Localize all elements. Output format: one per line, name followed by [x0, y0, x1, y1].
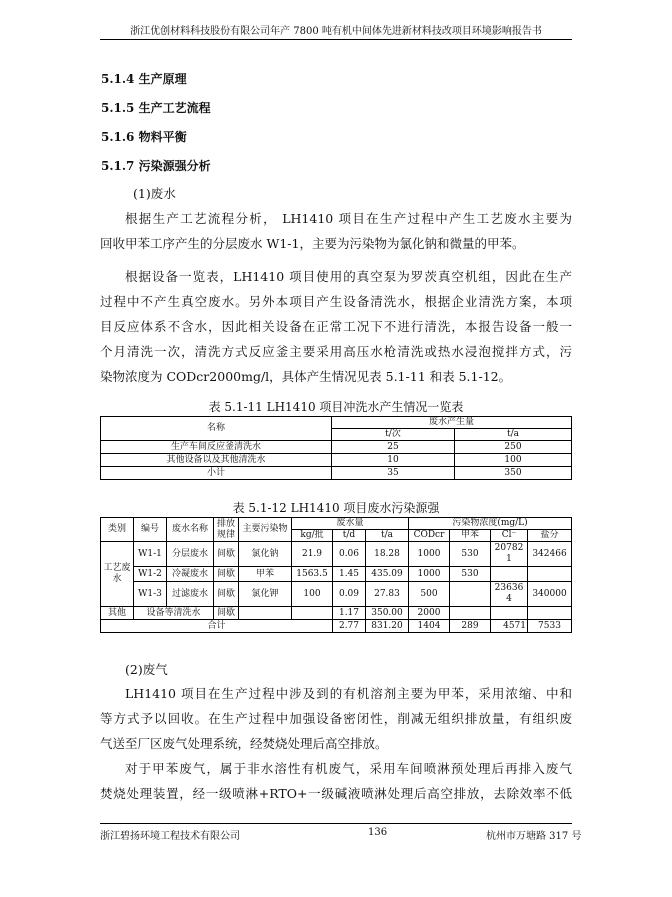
table-row: [101, 567, 572, 582]
cell: 氯化钠: [239, 542, 292, 567]
cell: 207821: [491, 542, 528, 567]
cell: 氯化钾: [239, 582, 292, 607]
cell: [450, 582, 491, 607]
table-row: [101, 607, 572, 620]
cell: 342466: [528, 542, 572, 567]
h-conc: 污染物浓度(mg/L): [409, 518, 572, 530]
cell: 生产车间反应釜清洗水: [101, 441, 332, 454]
cell: 21.9: [292, 542, 333, 567]
cell: 27.83: [366, 582, 409, 607]
h-type: 类别: [101, 518, 134, 542]
table-5-1-11: [100, 416, 572, 480]
paragraph-waste-gas: [100, 681, 572, 756]
cell: 100: [455, 454, 572, 467]
heading-5-1-7: 5.1.7 污染源强分析: [101, 159, 211, 173]
text-line: 根据生产工艺流程分析， LH1410 项目在生产过程中产生工艺废水主要为: [125, 211, 572, 226]
heading-5-1-5: 5.1.5 生产工艺流程: [101, 101, 211, 115]
cell: 831.20: [366, 620, 409, 633]
text-line: LH1410 项目在生产过程中涉及到的有机溶剂主要为甲苯，采用浓缩、中和: [125, 686, 572, 701]
col-group-header: 废水产生量: [332, 417, 572, 429]
cell: 甲苯: [239, 567, 292, 582]
cell: [528, 567, 572, 582]
unit-ta: t/a: [366, 530, 409, 542]
cell: 530: [450, 542, 491, 567]
unit-cl: Cl⁻: [491, 530, 528, 542]
header-rule: [100, 39, 572, 40]
cell: 1563.5: [292, 567, 333, 582]
unit-kg: kg/批: [292, 530, 333, 542]
table-row: [101, 454, 572, 467]
cell: 25: [332, 441, 455, 454]
cell: 1404: [409, 620, 450, 633]
text-line: 气送至厂区废气处理系统，经焚烧处理后高空排放。: [100, 736, 388, 751]
cell: 250: [455, 441, 572, 454]
cell: 分层废水: [167, 542, 214, 567]
text-line: 等方式予以回收。在生产过程中加强设备密闭性，削减无组织排放量，有组织废: [100, 711, 572, 726]
heading-5-1-6: 5.1.6 物料平衡: [101, 130, 187, 144]
table-row: [101, 441, 572, 454]
cell: 1.45: [333, 567, 366, 582]
page-header: 浙江优创材料科技股份有限公司年产 7800 吨有机中间体先进新材料技改项目环境影响报告书: [130, 26, 542, 37]
cell: 1000: [409, 542, 450, 567]
cell: 间歇: [214, 582, 239, 607]
unit-per-year: t/a: [455, 429, 572, 441]
table-row: [101, 542, 572, 567]
heading-5-1-4: 5.1.4 生产原理: [101, 72, 187, 86]
cell: 500: [409, 582, 450, 607]
table-row: [101, 582, 572, 607]
cell: 其他: [101, 607, 134, 620]
cell: 236364: [491, 582, 528, 607]
h-pollutant: 主要污染物: [239, 518, 292, 542]
cell: 间歇: [214, 542, 239, 567]
cell: 1.17: [333, 607, 366, 620]
footer-company: 浙江碧扬环境工程技术有限公司: [100, 831, 240, 842]
cell: 2.77: [333, 620, 366, 633]
cell: 间歇: [214, 567, 239, 582]
cell: 冷凝废水: [167, 567, 214, 582]
cell: 0.09: [333, 582, 366, 607]
cell: 合计: [101, 620, 333, 633]
table-row-total: [101, 620, 572, 633]
cell: W1-3: [134, 582, 167, 607]
text-line: 回收甲苯工序产生的分层废水 W1-1，主要为污染物为氯化钠和微量的甲苯。: [100, 236, 525, 251]
table-5-1-12: [100, 517, 572, 633]
cell: [528, 607, 572, 620]
cell: 4571: [491, 620, 528, 633]
cell: 2000: [409, 607, 450, 620]
text-line: 个月清洗一次，清洗方式反应釜主要采用高压水枪清洗或热水浸泡搅拌方式，污: [100, 344, 572, 359]
cell: [292, 607, 333, 620]
cell: [491, 607, 528, 620]
text-line: 焚烧处理装置，经一级喷淋+RTO+一级碱液喷淋处理后高空排放，去除效率不低: [100, 786, 572, 801]
paragraph-wastewater-source: [100, 206, 572, 256]
table-row: [101, 467, 572, 480]
cell: 35: [332, 467, 455, 480]
paragraph-cleaning-water: [100, 264, 572, 389]
cell: 过滤废水: [167, 582, 214, 607]
cell: 10: [332, 454, 455, 467]
unit-per-time: t/次: [332, 429, 455, 441]
page-number: 136: [368, 827, 388, 838]
cell: 间歇: [214, 607, 239, 620]
cell: 530: [450, 567, 491, 582]
cell: W1-1: [134, 542, 167, 567]
footer-rule: [100, 823, 572, 824]
unit-toluene: 甲苯: [450, 530, 491, 542]
h-amount: 废水量: [292, 518, 409, 530]
h-no: 编号: [134, 518, 167, 542]
text-line: 染物浓度为 CODcr2000mg/l，具体产生情况见表 5.1-11 和表 5.1-12。: [100, 369, 512, 384]
subheading-waste-gas: (2)废气: [125, 662, 168, 677]
cell: 340000: [528, 582, 572, 607]
subheading-wastewater: (1)废水: [133, 186, 176, 201]
col-name-header: 名称: [101, 417, 332, 441]
text-line: 过程中不产生真空废水。另外本项目产生设备清洗水，根据企业清洗方案，本项: [100, 294, 572, 309]
footer-address: 杭州市万塘路 317 号: [486, 831, 582, 842]
cell: 289: [450, 620, 491, 633]
cell: 设备等清洗水: [134, 607, 214, 620]
text-line: 根据设备一览表，LH1410 项目使用的真空泵为罗茨真空机组，因此在生产: [125, 269, 572, 284]
table-5-1-12-caption: 表 5.1-12 LH1410 项目废水污染源强: [232, 501, 440, 515]
cell: [491, 567, 528, 582]
cell: 100: [292, 582, 333, 607]
paragraph-toluene-gas: [100, 756, 572, 806]
cell: 1000: [409, 567, 450, 582]
cell: 350.00: [366, 607, 409, 620]
cell: 435.09: [366, 567, 409, 582]
cell: 0.06: [333, 542, 366, 567]
text-line: 对于甲苯废气，属于非水溶性有机废气，采用车间喷淋预处理后再排入废气: [125, 761, 572, 776]
table-5-1-11-caption: 表 5.1-11 LH1410 项目冲洗水产生情况一览表: [208, 400, 464, 414]
group-label: 工艺废水: [101, 542, 134, 607]
h-mode: 排放规律: [214, 518, 239, 542]
cell: 其他设备以及其他清洗水: [101, 454, 332, 467]
cell: 小计: [101, 467, 332, 480]
cell: 18.28: [366, 542, 409, 567]
cell: [239, 607, 292, 620]
cell: [450, 607, 491, 620]
cell: 350: [455, 467, 572, 480]
text-line: 目反应体系不含水，因此相关设备在正常工况下不进行清洗，本报告设备一般一: [100, 319, 572, 334]
unit-salt: 盐分: [528, 530, 572, 542]
unit-cod: CODcr: [409, 530, 450, 542]
unit-td: t/d: [333, 530, 366, 542]
h-name: 废水名称: [167, 518, 214, 542]
cell: 7533: [528, 620, 572, 633]
cell: W1-2: [134, 567, 167, 582]
